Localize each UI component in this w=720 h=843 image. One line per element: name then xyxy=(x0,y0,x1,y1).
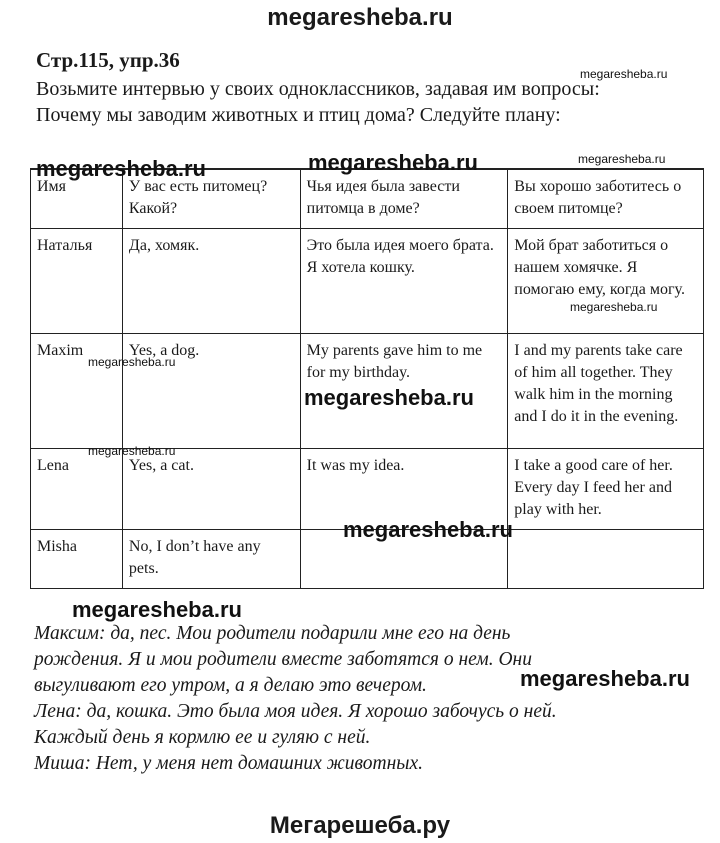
watermark-overlay: megaresheba.ru xyxy=(308,150,478,175)
watermark-overlay: megaresheba.ru xyxy=(520,666,690,691)
watermark-overlay: megaresheba.ru xyxy=(343,517,513,542)
header-cell: У вас есть питомец? Какой? xyxy=(122,169,300,229)
answer-line: Максим: да, пес. Мои родители подарили мне его на день xyxy=(34,623,511,644)
watermark-small: megaresheba.ru xyxy=(88,444,176,458)
table-cell: I take a good care of her. Every day I feed her and play with her. xyxy=(508,449,704,530)
table-cell: It was my idea. xyxy=(300,449,508,530)
instruction-line: Возьмите интервью у своих одноклассников, задавая им вопросы: xyxy=(36,78,600,100)
table-cell: My parents gave him to me for my birthday. xyxy=(300,334,508,449)
table-cell: Lena xyxy=(31,449,123,530)
table-cell: Это была идея моего брата. Я хотела кошку. xyxy=(300,229,508,334)
header-watermark: megaresheba.ru xyxy=(267,4,453,31)
watermark-small: megaresheba.ru xyxy=(88,355,176,369)
exercise-title: Стр.115, упр.36 xyxy=(36,48,180,72)
table-row xyxy=(31,229,704,334)
answer-line: Лена: да, кошка. Это была моя идея. Я хорошо забочусь о ней. xyxy=(34,701,557,722)
instruction-line: Почему мы заводим животных и птиц дома? Следуйте плану: xyxy=(36,104,561,126)
watermark-overlay: megaresheba.ru xyxy=(36,156,206,181)
table-cell: Да, хомяк. xyxy=(122,229,300,334)
answer-line: рождения. Я и мои родители вместе заботятся о нем. Они xyxy=(34,649,532,670)
table-cell: Yes, a cat. xyxy=(122,449,300,530)
answer-line: выгуливают его утром, а я делаю это вечером. xyxy=(34,675,427,696)
table-cell: Мой брат заботиться о нашем хомячке. Я помогаю ему, когда могу. xyxy=(508,229,704,334)
table-cell: Maxim xyxy=(31,334,123,449)
watermark-overlay: megaresheba.ru xyxy=(72,597,242,622)
table-cell xyxy=(508,530,704,589)
header-cell: Имя xyxy=(31,169,123,229)
table-cell: Yes, a dog. xyxy=(122,334,300,449)
header-cell: Чья идея была завести питомца в доме? xyxy=(300,169,508,229)
table-cell: Наталья xyxy=(31,229,123,334)
answer-line: Миша: Нет, у меня нет домашних животных. xyxy=(34,753,423,774)
watermark-overlay: megaresheba.ru xyxy=(304,385,474,410)
instruction xyxy=(36,76,676,128)
answer-line: Каждый день я кормлю ее и гуляю с ней. xyxy=(34,727,371,748)
watermark-small: megaresheba.ru xyxy=(580,67,668,81)
table-cell: I and my parents take care of him all together. They walk him in the morning and I do it in the evening. xyxy=(508,334,704,449)
watermark-small: megaresheba.ru xyxy=(570,300,658,314)
answers-text xyxy=(34,621,694,777)
footer-watermark: Мегарешеба.ру xyxy=(269,812,451,839)
table-cell: Misha xyxy=(31,530,123,589)
header-cell: Вы хорошо заботитесь о своем питомце? xyxy=(508,169,704,229)
watermark-small: megaresheba.ru xyxy=(578,152,666,166)
table-cell: No, I don’t have any pets. xyxy=(122,530,300,589)
